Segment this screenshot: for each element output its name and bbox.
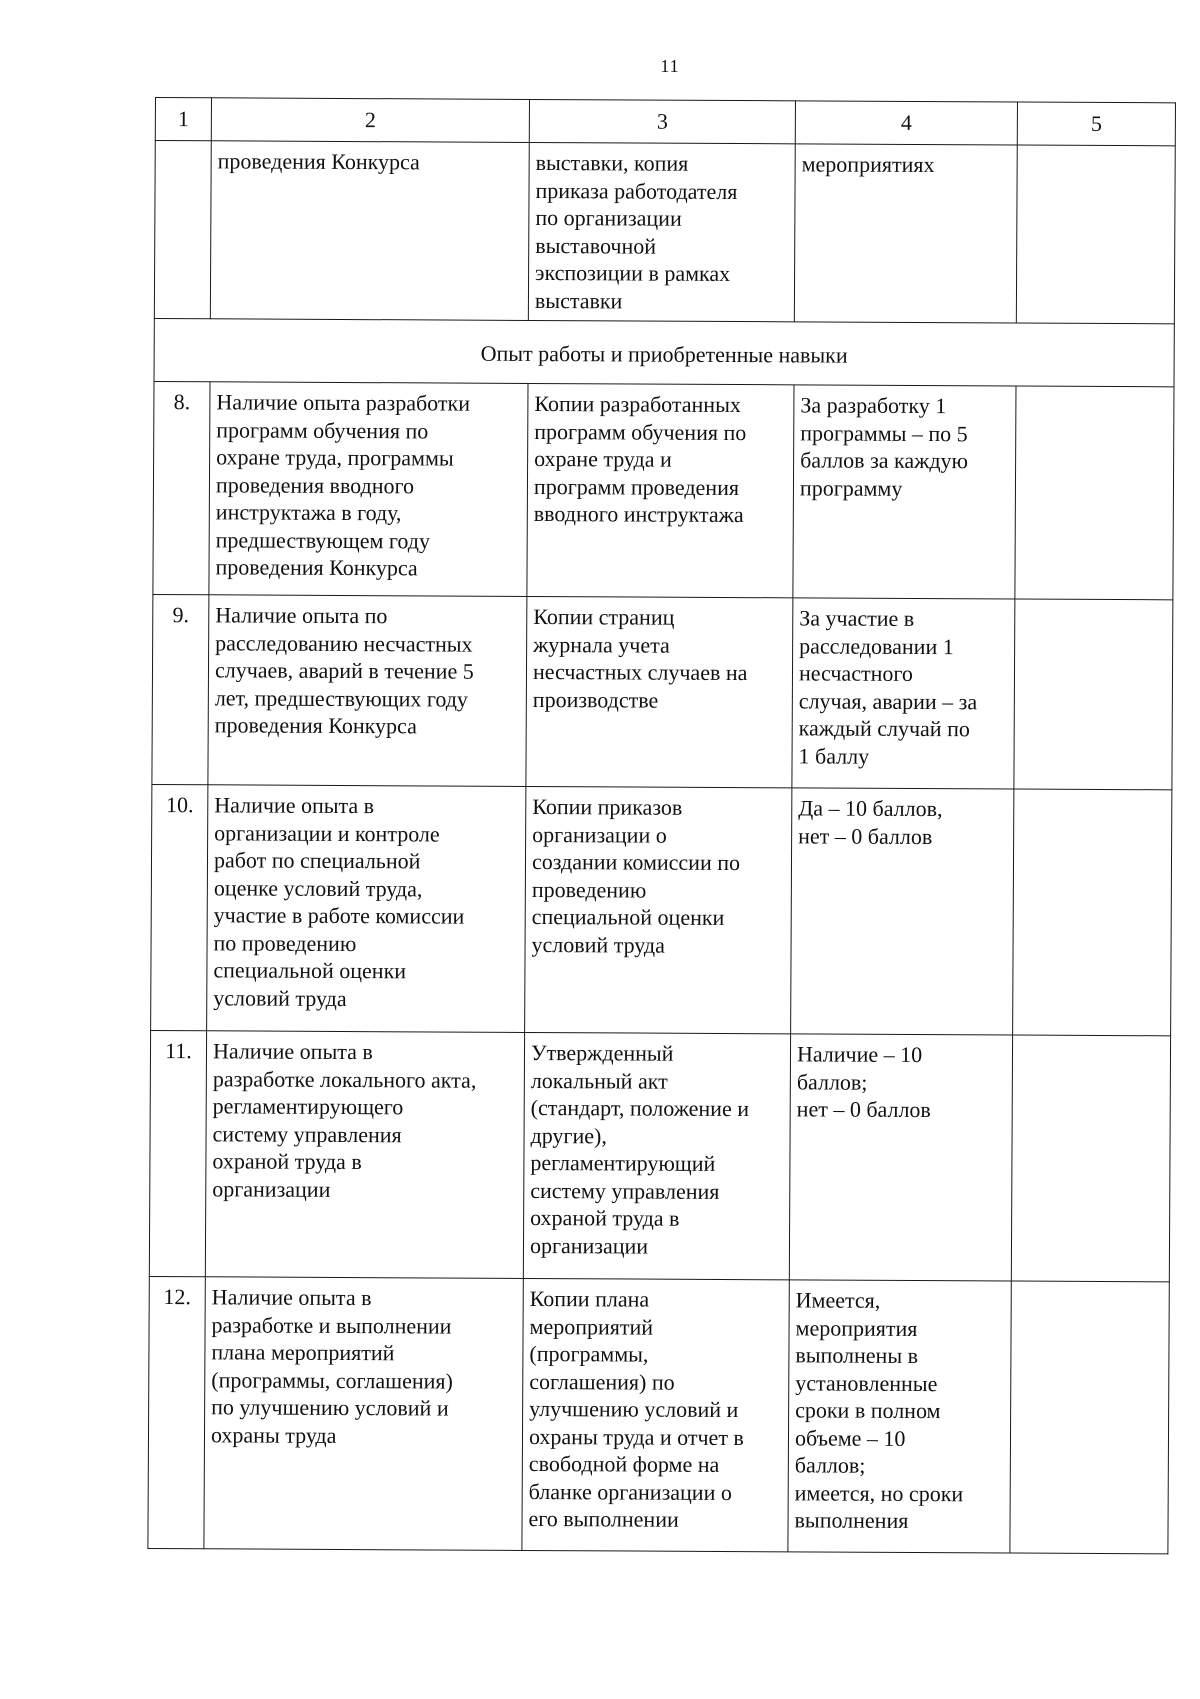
documents-cell: Копии страниц журнала учета несчастных случаев на производстве [526, 596, 793, 787]
documents-cell: Копии разработанных программ обучения по охране труда и программ проведения вводного инструктажа [527, 383, 794, 597]
column-header-1: 1 [155, 98, 211, 141]
row-number [154, 141, 211, 319]
table-header-row [155, 98, 1175, 146]
column-header-5: 5 [1017, 102, 1175, 146]
page-number: 11 [660, 56, 680, 76]
column-header-4: 4 [795, 101, 1017, 145]
row-number: 10. [151, 784, 208, 1030]
table-row [153, 381, 1174, 599]
documents-cell: Копии плана мероприятий (программы, соглашения) по улучшению условий и охраны труда и отчет в свободной форме на бланке организации о его выполнении [522, 1278, 789, 1551]
points-cell: Наличие – 10 баллов; нет – 0 баллов [789, 1034, 1012, 1281]
row-number: 12. [148, 1276, 205, 1548]
criterion-cell: Наличие опыта в разработке локального акта, регламентирующего систему управления охраной труда в организации [205, 1031, 524, 1279]
criterion-cell: Наличие опыта в разработке и выполнении плана мероприятий (программы, соглашения) по улучшению условий и охраны труда [204, 1277, 523, 1551]
column-header-2: 2 [211, 98, 529, 143]
row-number: 11. [149, 1030, 206, 1276]
score-cell [1014, 599, 1173, 790]
row-number: 9. [152, 594, 209, 784]
table-row [151, 784, 1172, 1035]
documents-cell: Копии приказов организации о создании комиссии по проведению специальной оценки условий труда [525, 786, 792, 1033]
criterion-cell: Наличие опыта в организации и контроле работ по специальной оценке условий труда, участие в работе комиссии по проведению специальной оценки условий труда [207, 785, 526, 1033]
criterion-cell: Наличие опыта разработки программ обучения по охране труда, программы проведения вводного инструктажа в году, предшествующем году проведения Конкурса [209, 382, 528, 597]
score-cell [1013, 789, 1172, 1036]
documents-cell: Утвержденный локальный акт (стандарт, положение и другие), регламентирующий систему управления охраной труда в организации [523, 1032, 790, 1279]
row-number: 8. [153, 381, 210, 594]
points-cell: Да – 10 баллов, нет – 0 баллов [791, 788, 1014, 1035]
criteria-table [147, 97, 1176, 1554]
points-cell: Имеется, мероприятия выполнены в установленные сроки в полном объеме – 10 баллов; имеется, но сроки выполнения [788, 1280, 1011, 1553]
documents-cell: выставки, копия приказа работодателя по организации выставочной экспозиции в рамках выставки [528, 142, 795, 321]
column-header-3: 3 [529, 99, 795, 143]
table-row [148, 1276, 1169, 1553]
points-cell: За разработку 1 программы – по 5 баллов за каждую программу [793, 385, 1016, 599]
table-row [149, 1030, 1170, 1281]
table-row-continuation [154, 141, 1175, 324]
score-cell [1015, 386, 1174, 600]
score-cell [1016, 145, 1175, 324]
score-cell [1010, 1281, 1169, 1554]
table-row [152, 594, 1173, 789]
points-cell: мероприятиях [794, 144, 1017, 323]
criterion-cell: Наличие опыта по расследованию несчастных случаев, аварий в течение 5 лет, предшествующих году проведения Конкурса [208, 595, 527, 787]
criterion-cell: проведения Конкурса [210, 141, 529, 321]
score-cell [1011, 1035, 1170, 1282]
points-cell: За участие в расследовании 1 несчастного случая, аварии – за каждый случай по 1 баллу [792, 598, 1015, 789]
section-row [154, 318, 1174, 386]
section-title: Опыт работы и приобретенные навыки [154, 318, 1174, 386]
